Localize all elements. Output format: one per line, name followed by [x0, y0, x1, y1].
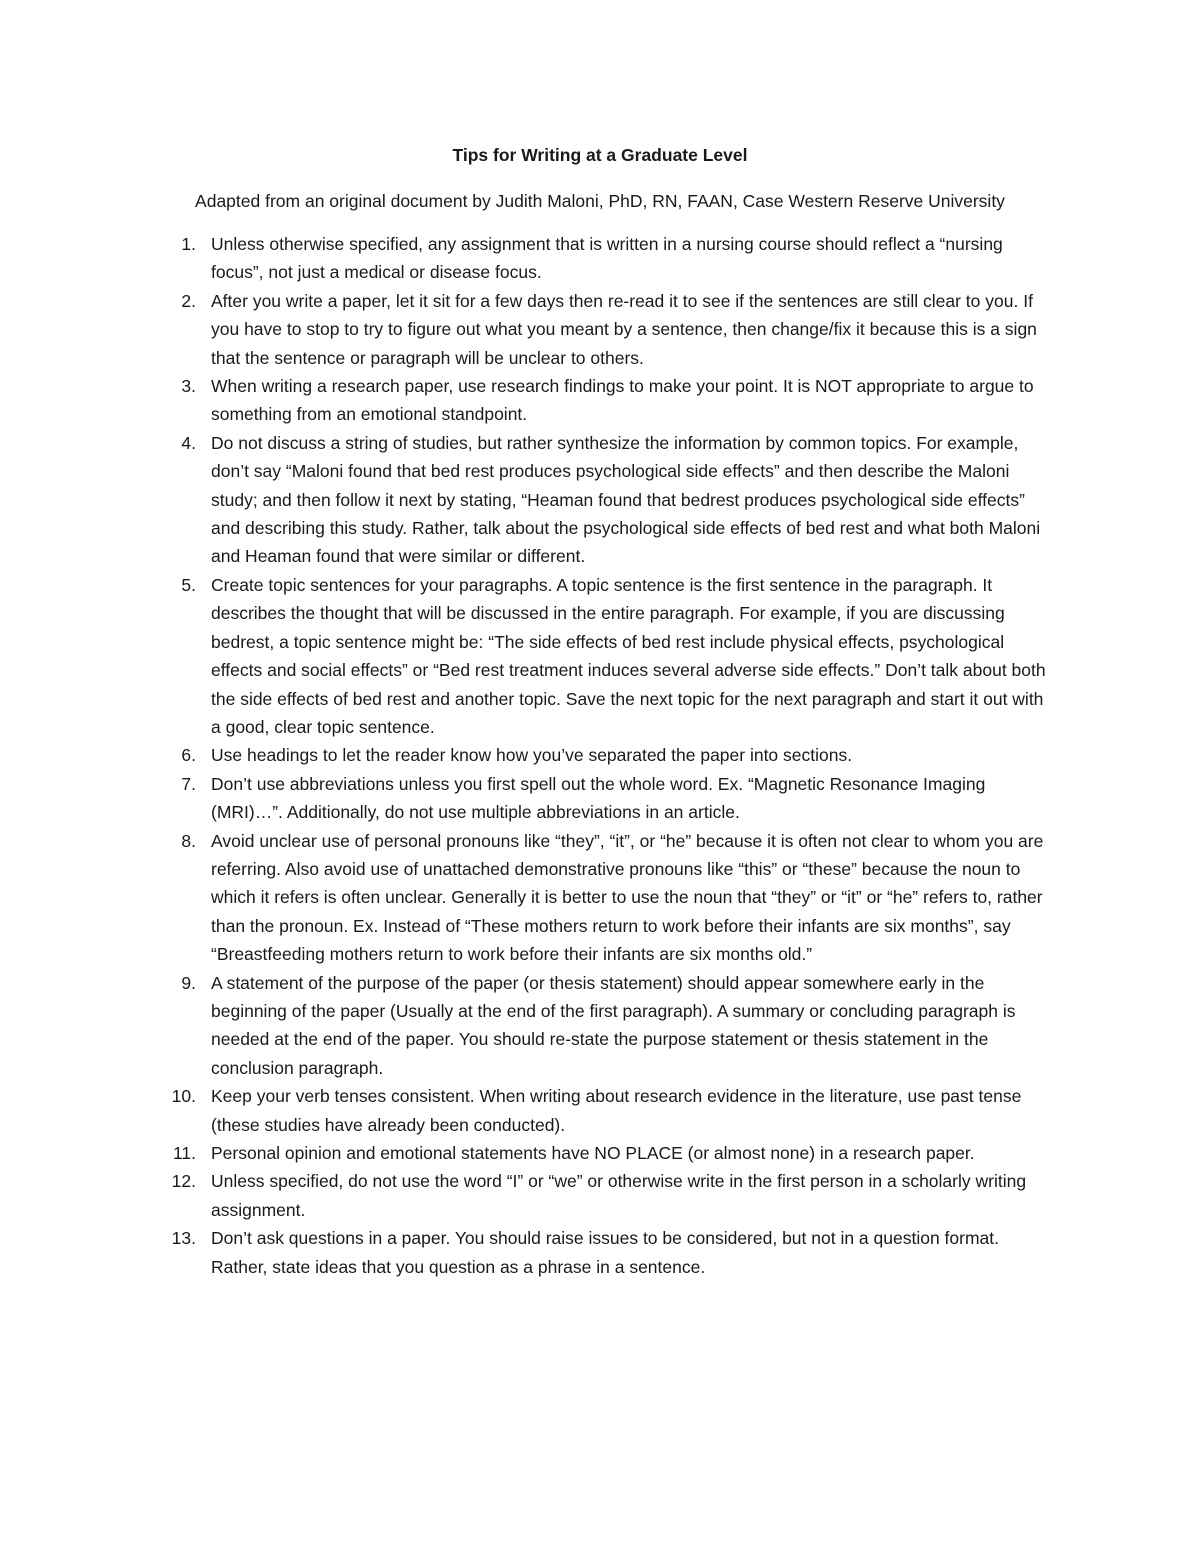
- list-item-text: Do not discuss a string of studies, but rather synthesize the information by common topics. For example, don’t say “Maloni found that bed rest produces psychological side effects” and then describe the Maloni study; and then follow it next by stating, “Heaman found that bedrest produces psychological side effects” and describing this study. Rather, talk about the psychological side effects of bed rest and what both Maloni and Heaman found that were similar or different.: [211, 432, 1041, 567]
- list-item-number: 12.: [171, 1171, 196, 1192]
- list-item-text: Keep your verb tenses consistent. When writing about research evidence in the literature, use past tense (these studies have already been conducted).: [211, 1086, 1022, 1135]
- list-item-text: When writing a research paper, use research findings to make your point. It is NOT appropriate to argue to something from an emotional standpoint.: [211, 376, 1034, 425]
- document-title: Tips for Writing at a Graduate Level: [452, 145, 748, 165]
- list-item-text: Create topic sentences for your paragraphs. A topic sentence is the first sentence in the paragraph. It describes the thought that will be discussed in the entire paragraph. For example, if you are discussing bedrest, a topic sentence might be: “The side effects of bed rest include physical effects, psychological effects and social effects” or “Bed rest treatment induces several adverse side effects.” Don’t talk about both the side effects of bed rest and another topic. Save the next topic for the next paragraph and start it out with a good, clear topic sentence.: [211, 574, 1046, 737]
- list-item-text: Personal opinion and emotional statements have NO PLACE (or almost none) in a research paper.: [211, 1143, 975, 1163]
- list-item: [150, 372, 1055, 429]
- list-item-text: After you write a paper, let it sit for a few days then re-read it to see if the sentences are still clear to you. If you have to stop to try to figure out what you meant by a sentence, then change/fix it because this is a sign that the sentence or paragraph will be unclear to others.: [211, 290, 1037, 368]
- list-item-text: Don’t ask questions in a paper. You should raise issues to be considered, but not in a question format. Rather, state ideas that you question as a phrase in a sentence.: [211, 1228, 1000, 1277]
- list-item: [150, 1224, 1055, 1281]
- list-item: [150, 571, 1055, 741]
- list-item-number: 6.: [181, 745, 196, 766]
- list-item: [150, 287, 1055, 372]
- list-item-number: 7.: [181, 773, 196, 794]
- list-item: [150, 741, 1055, 769]
- list-item-number: 5.: [181, 574, 196, 595]
- list-item: [150, 770, 1055, 827]
- list-item-text: Unless specified, do not use the word “I” or “we” or otherwise write in the first person in a scholarly writing assignment.: [211, 1171, 1027, 1220]
- list-item-number: 2.: [181, 290, 196, 311]
- document-subtitle: Adapted from an original document by Judith Maloni, PhD, RN, FAAN, Case Western Reserve University: [195, 191, 1005, 211]
- list-item-text: Unless otherwise specified, any assignment that is written in a nursing course should reflect a “nursing focus”, not just a medical or disease focus.: [211, 234, 1003, 283]
- list-item-number: 4.: [181, 432, 196, 453]
- list-item-number: 10.: [171, 1086, 196, 1107]
- list-item: [150, 827, 1055, 969]
- list-item-number: 1.: [181, 234, 196, 254]
- list-item: [150, 230, 1055, 287]
- list-item-text: Don’t use abbreviations unless you first spell out the whole word. Ex. “Magnetic Resonance Imaging (MRI)…”. Additionally, do not use multiple abbreviations in an article.: [211, 773, 986, 823]
- tips-list: [150, 230, 1055, 1281]
- list-item-number: 8.: [181, 830, 196, 851]
- list-item: [150, 969, 1055, 1083]
- list-item-number: 3.: [181, 376, 196, 397]
- list-item: [150, 1139, 1055, 1167]
- list-item-number: 11.: [172, 1143, 196, 1163]
- list-item-text: A statement of the purpose of the paper (or thesis statement) should appear somewhere early in the beginning of the paper (Usually at the end of the first paragraph). A summary or concluding paragraph is needed at the end of the paper. You should re-state the purpose statement or thesis statement in the conclusion paragraph.: [211, 972, 1016, 1078]
- list-item-number: 9.: [181, 972, 196, 993]
- list-item-number: 13.: [171, 1228, 196, 1249]
- list-item: [150, 1167, 1055, 1224]
- list-item: [150, 429, 1055, 571]
- list-item-text: Use headings to let the reader know how you’ve separated the paper into sections.: [211, 745, 853, 766]
- list-item: [150, 1082, 1055, 1139]
- list-item-text: Avoid unclear use of personal pronouns like “they”, “it”, or “he” because it is often not clear to whom you are referring. Also avoid use of unattached demonstrative pronouns like “this” or “these” because the noun to which it refers is often unclear. Generally it is better to use the noun that “they” or “it” or “he” refers to, rather than the pronoun. Ex. Instead of “These mothers return to work before their infants are six months”, say “Breastfeeding mothers return to work before their infants are six months old.”: [211, 830, 1044, 965]
